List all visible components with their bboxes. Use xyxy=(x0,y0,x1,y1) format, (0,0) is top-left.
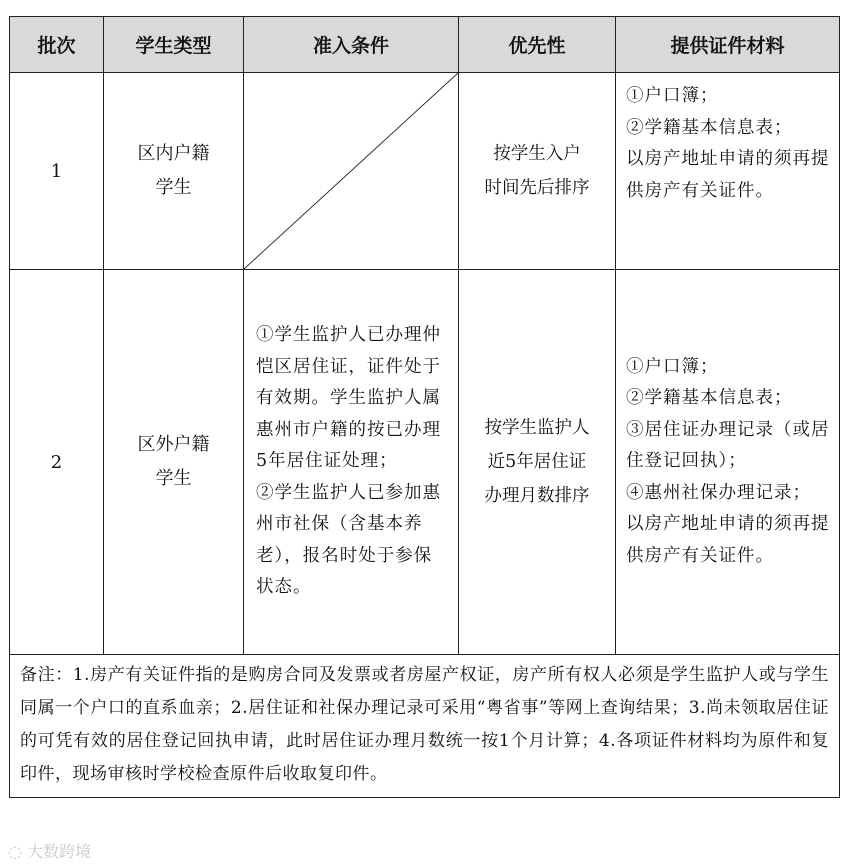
note-cell: 备注：1.房产有关证件指的是购房合同及发票或者房屋产权证，房产所有权人必须是学生监护人或与学生同属一个户口的直系血亲；2.居住证和社保办理记录可采用“粤省事”等网上查询结果；3.尚未领取居住证的可凭有效的居住登记回执申请，此时居住证办理月数统一按1个月计算；4.各项证件材料均为原件和复印件，现场审核时学校检查原件后收取复印件。 xyxy=(10,655,840,798)
header-conditions: 准入条件 xyxy=(244,17,459,73)
student-type-line: 学生 xyxy=(155,177,192,198)
document-item: ②学籍基本信息表； xyxy=(626,388,793,409)
documents-cell xyxy=(616,270,840,655)
conditions-empty-cell xyxy=(244,73,459,270)
condition-item: ①学生监护人已办理仲恺区居住证，证件处于有效期。学生监护人属惠州市户籍的按已办理5年居住证处理； xyxy=(256,325,441,472)
priority-line: 按学生监护人 xyxy=(484,418,590,438)
document-item: ②学籍基本信息表； xyxy=(626,117,793,138)
document-item: ①户口簿； xyxy=(626,86,719,106)
student-type-line: 区内户籍 xyxy=(137,143,210,164)
document-item: 以房产地址申请的须再提供房产有关证件。 xyxy=(626,149,830,201)
priority-line: 办理月数排序 xyxy=(484,486,590,506)
batch-cell: 2 xyxy=(10,270,104,655)
priority-cell xyxy=(459,73,616,270)
header-row xyxy=(10,17,840,73)
enrollment-table xyxy=(9,16,840,798)
condition-item: ②学生监护人已参加惠州市社保（含基本养老），报名时处于参保状态。 xyxy=(256,482,441,598)
chat-bubble-icon: ◌ xyxy=(8,842,22,861)
document-item: ③居住证办理记录（或居住登记回执）； xyxy=(626,419,830,472)
document-item: ④惠州社保办理记录； xyxy=(626,482,811,503)
header-batch: 批次 xyxy=(10,17,104,73)
document-item: ①户口簿； xyxy=(626,356,719,377)
batch-cell: 1 xyxy=(10,73,104,270)
priority-line: 时间先后排序 xyxy=(484,178,590,198)
student-type-cell xyxy=(104,73,244,270)
priority-line: 近5年居住证 xyxy=(487,452,587,472)
table-row xyxy=(10,270,840,655)
header-priority: 优先性 xyxy=(459,17,616,73)
header-documents: 提供证件材料 xyxy=(616,17,840,73)
diagonal-slash xyxy=(244,73,458,269)
student-type-cell xyxy=(104,270,244,655)
watermark-text: 大数跨境 xyxy=(27,842,92,861)
conditions-cell xyxy=(244,270,459,655)
documents-cell xyxy=(616,73,840,270)
note-row xyxy=(10,655,840,798)
student-type-line: 学生 xyxy=(155,468,192,489)
priority-cell xyxy=(459,270,616,655)
document-item: 以房产地址申请的须再提供房产有关证件。 xyxy=(626,514,830,566)
student-type-line: 区外户籍 xyxy=(137,434,210,455)
table-row xyxy=(10,73,840,270)
priority-line: 按学生入户 xyxy=(493,144,581,164)
watermark-logo xyxy=(8,839,91,862)
header-student-type: 学生类型 xyxy=(104,17,244,73)
